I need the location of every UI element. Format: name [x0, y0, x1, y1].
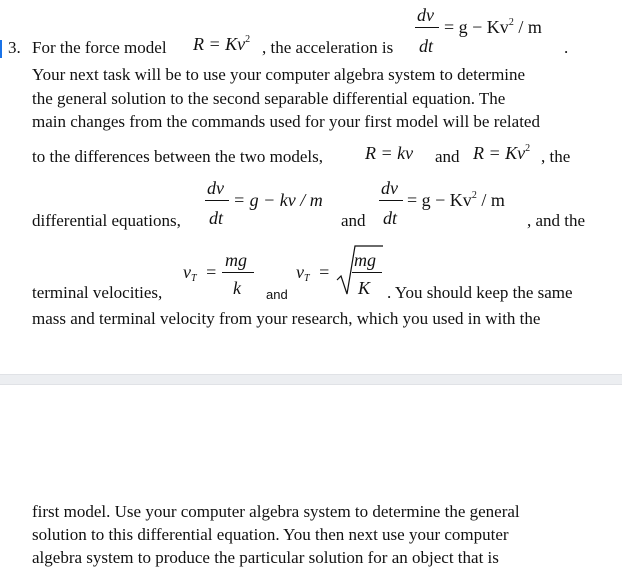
tv2-lhs: $v_T$: [296, 262, 310, 284]
de2-fraction-bar: [379, 200, 403, 201]
tv-line-and: and: [266, 287, 288, 302]
models-line-and: and: [435, 147, 460, 166]
page2-line-2: solution to this differential equation. You then next use your computer: [32, 525, 509, 544]
tv2-denominator: K: [358, 278, 371, 298]
tv2-fraction-bar: [352, 272, 382, 273]
tv1-denominator: k: [233, 278, 241, 298]
tv-line-prefix: terminal velocities,: [32, 283, 163, 302]
tv1-numerator: mg: [225, 250, 247, 270]
document-page-2: [0, 385, 622, 575]
para-line-3: main changes from the commands used for your first model will be related: [32, 112, 540, 131]
page-break: [0, 374, 622, 385]
linear-model-equation: R = kv: [365, 143, 414, 163]
quadratic-model-equation: $R = Kv^2$: [473, 143, 531, 163]
page2-line-1: first model. Use your computer algebra system to determine the general: [32, 502, 520, 521]
de-line-prefix: differential equations,: [32, 211, 181, 230]
para-line-1: Your next task will be to use your computer algebra system to determine: [32, 65, 526, 84]
de2-numerator: dv: [381, 178, 398, 198]
mass-line: mass and terminal velocity from your research, which you used in with the: [32, 309, 541, 328]
accel-denominator: dt: [419, 36, 434, 56]
line1-mid: , the acceleration is: [262, 38, 394, 57]
models-line-prefix: to the differences between the two models,: [32, 147, 323, 166]
tv-line-end: . You should keep the same: [387, 283, 573, 302]
tv1-fraction-bar: [222, 272, 254, 273]
de1-numerator: dv: [207, 178, 224, 198]
de2-rhs: = $g - Kv^2 / m$: [407, 190, 505, 210]
de-line-and: and: [341, 211, 366, 230]
models-line-end: , the: [541, 147, 571, 166]
tv2-equals: =: [318, 262, 331, 282]
force-model-equation: $R = Kv^2$: [193, 34, 251, 54]
accel-rhs: = $g - Kv^2 / m$: [444, 17, 542, 37]
de1-rhs: = g − kv / m: [233, 190, 323, 210]
line1-prefix: For the force model: [32, 38, 167, 57]
page2-line-3: algebra system to produce the particular solution for an object that is: [32, 548, 499, 567]
line1-end: .: [564, 38, 569, 57]
para-line-2: the general solution to the second separable differential equation. The: [32, 89, 506, 108]
accel-numerator: dv: [417, 5, 434, 25]
de1-denominator: dt: [209, 208, 224, 228]
tv1-equals: =: [205, 262, 218, 282]
tv2-numerator: mg: [354, 250, 376, 270]
de2-denominator: dt: [383, 208, 398, 228]
de1-fraction-bar: [205, 200, 229, 201]
tv1-lhs: $v_T$: [183, 262, 197, 284]
problem-number: 3.: [8, 38, 21, 57]
de-line-end: , and the: [527, 211, 586, 230]
text-cursor-marker: [0, 40, 2, 58]
accel-fraction-bar: [415, 27, 439, 28]
